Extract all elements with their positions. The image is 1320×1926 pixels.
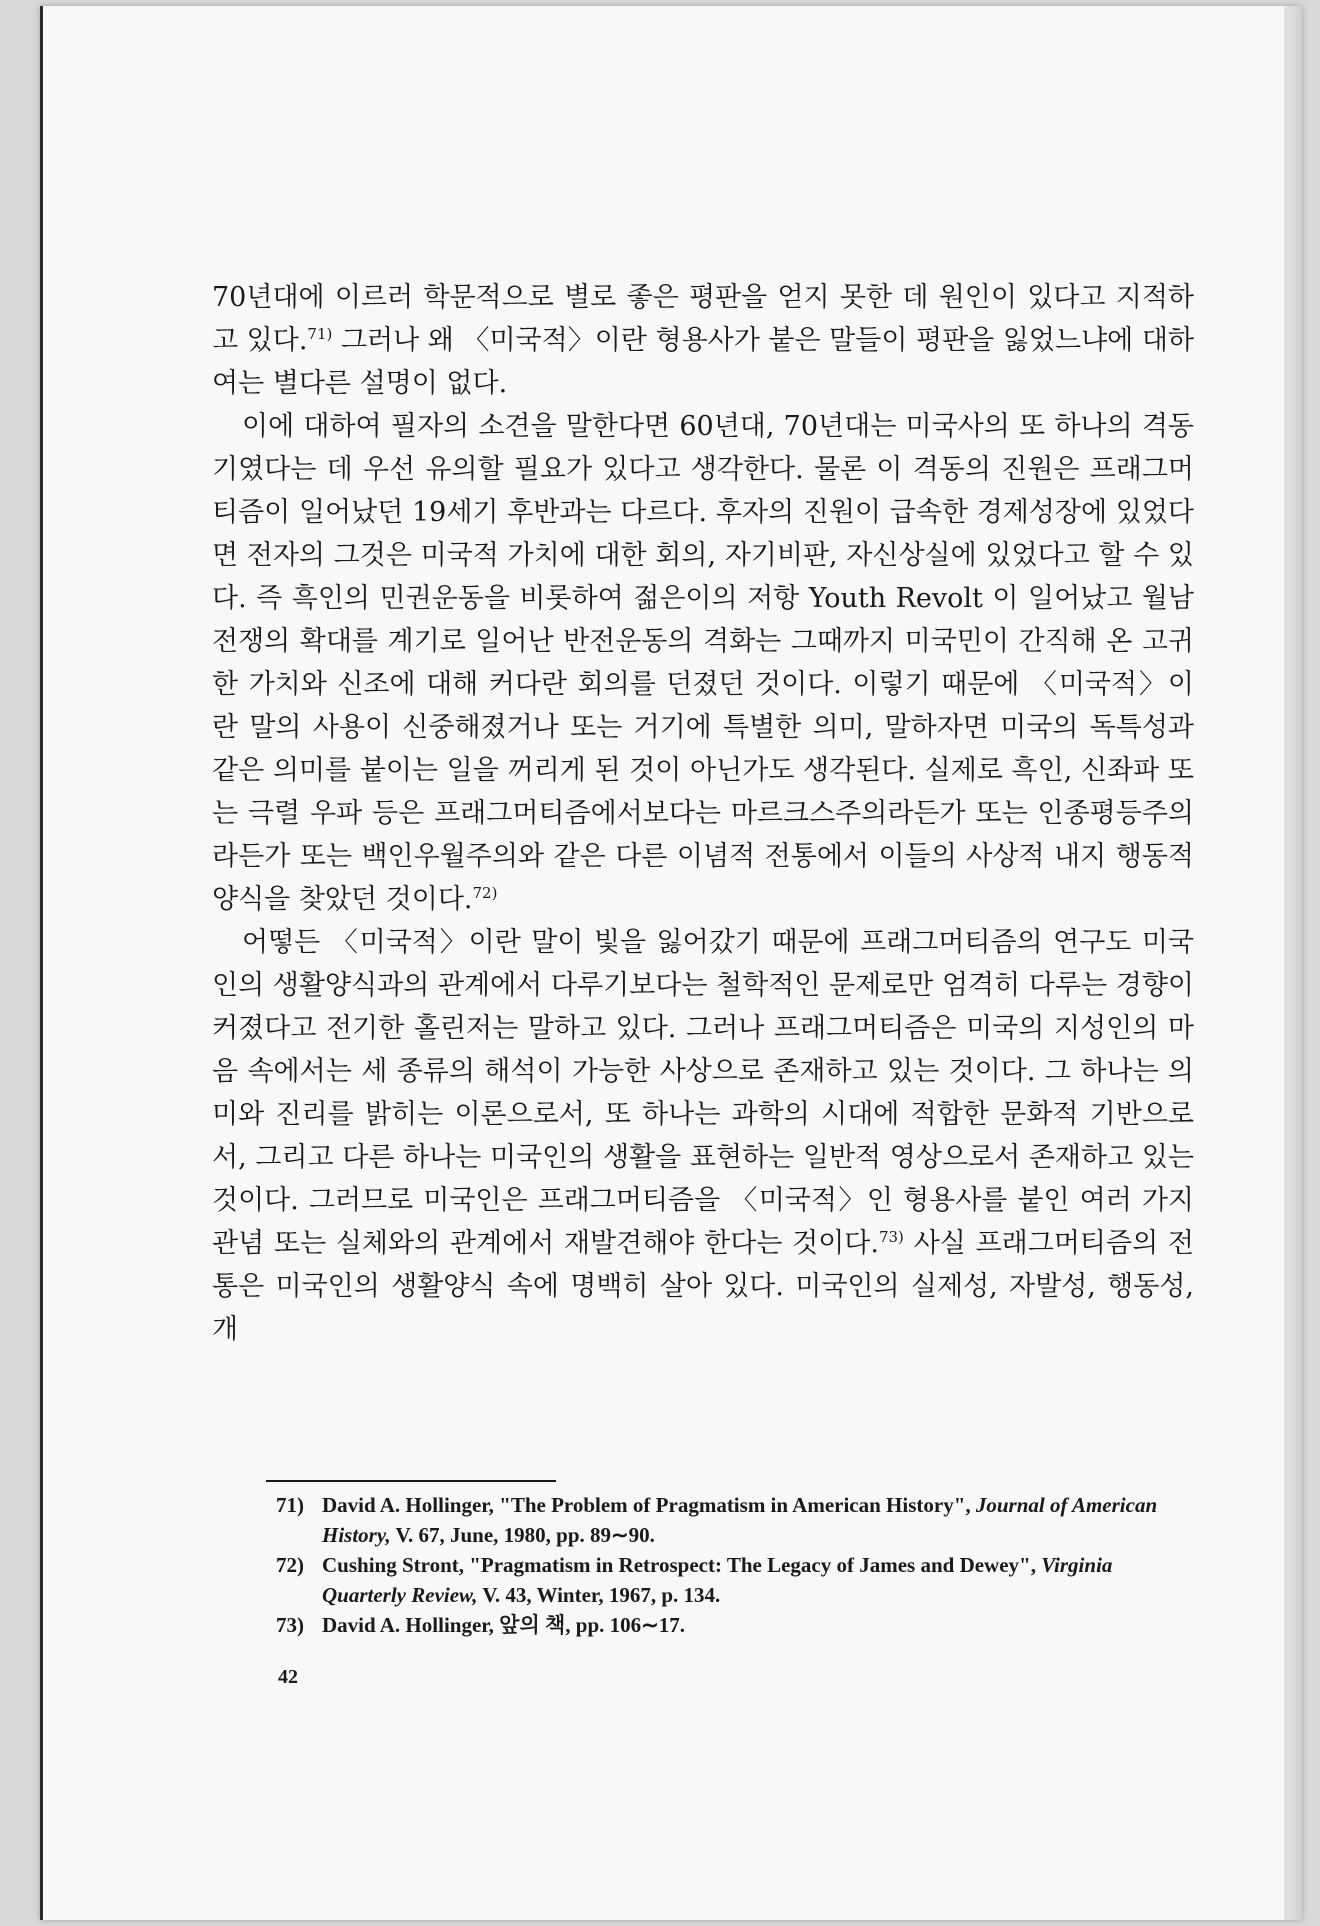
text-run: V. 67, June, 1980, pp. 89∼90. <box>390 1523 655 1547</box>
text-run: David A. Hollinger, "The Problem of Pragmatism in American History", <box>322 1493 976 1517</box>
paragraph <box>212 921 1194 1351</box>
text-run: V. 43, Winter, 1967, p. 134. <box>477 1583 721 1607</box>
footnote <box>276 1550 1198 1610</box>
text-run: 어떻든 〈미국적〉이란 말이 빛을 잃어갔기 때문에 프래그머티즘의 연구도 미국인의 생활양식과의 관계에서 다루기보다는 철학적인 문제로만 엄격히 다루는 경향이 커졌다고 전기한 홀린저는 말하고 있다. 그러나 프래그머티즘은 미국의 지성인의 마음 속에서는 세 종류의 해석이 가능한 사상으로 존재하고 있는 것이다. 그 하나는 의미와 진리를 밝히는 이론으로서, 또 하나는 과학의 시대에 적합한 문화적 기반으로서, 그리고 다른 하나는 미국인의 생활을 표현하는 일반적 영상으로서 존재하고 있는 것이다. 그러므로 미국인은 프래그머티즘을 〈미국적〉인 형용사를 붙인 여러 가지 관념 또는 실체와의 관계에서 재발견해야 한다는 것이다. <box>212 927 1194 1259</box>
text-run: 70년대에 이르러 학문적으로 별로 좋은 평판을 얻지 못한 데 원인이 있다고 지적하고 있다. <box>212 282 1194 356</box>
page-right-edge <box>1284 6 1302 1920</box>
footnote-reference: 73) <box>878 1228 904 1246</box>
footnote <box>276 1610 1198 1640</box>
text-run: 이에 대하여 필자의 소견을 말한다면 60년대, 70년대는 미국사의 또 하나의 격동기였다는 데 우선 유의할 필요가 있다고 생각한다. 물론 이 격동의 진원은 프래그머티즘이 일어났던 19세기 후반과는 다르다. 후자의 진원이 급속한 경제성장에 있었다면 전자의 그것은 미국적 가치에 대한 회의, 자기비판, 자신상실에 있었다고 할 수 있다. 즉 흑인의 민권운동을 비롯하여 젊은이의 저항 Youth Revolt 이 일어났고 월남전쟁의 확대를 계기로 일어난 반전운동의 격화는 그때까지 미국민이 간직해 온 고귀한 가치와 신조에 대해 커다란 회의를 던졌던 것이다. 이렇기 때문에 〈미국적〉이란 말의 사용이 신중해졌거나 또는 거기에 특별한 의미, 말하자면 미국의 독특성과 같은 의미를 붙이는 일을 꺼리게 된 것이 아닌가도 생각된다. 실제로 흑인, 신좌파 또는 극렬 우파 등은 프래그머티즘에서보다는 마르크스주의라든가 또는 인종평등주의라든가 또는 백인우월주의와 같은 다른 이념적 전통에서 이들의 사상적 내지 행동적 양식을 찾았던 것이다. <box>212 411 1194 915</box>
text-run: 사실 프래그머티즘의 전통은 미국인의 생활양식 속에 명백히 살아 있다. 미국인의 실제성, 자발성, 행동성, 개 <box>212 1228 1194 1345</box>
page-number: 42 <box>278 1666 298 1688</box>
footnotes <box>276 1490 1198 1640</box>
document-page <box>40 6 1302 1920</box>
body-text <box>212 276 1194 1351</box>
footnote-number: 71) <box>276 1493 304 1517</box>
footnote <box>276 1490 1198 1550</box>
footnote-number: 73) <box>276 1613 304 1637</box>
footnote-reference: 72) <box>472 884 498 902</box>
footnote-number: 72) <box>276 1553 304 1577</box>
page-left-edge <box>40 6 43 1920</box>
footnote-divider <box>266 1480 556 1482</box>
text-run: 그러나 왜 〈미국적〉이란 형용사가 붙은 말들이 평판을 잃었느냐에 대하여는 별다른 설명이 없다. <box>212 325 1194 399</box>
journal-title: Virginia Quarterly Review, <box>322 1553 1113 1607</box>
text-run: Cushing Stront, "Pragmatism in Retrospect: The Legacy of James and Dewey", <box>322 1553 1042 1577</box>
footnote-reference: 71) <box>307 325 333 343</box>
text-run: David A. Hollinger, 앞의 책, pp. 106∼17. <box>322 1613 685 1637</box>
paragraph <box>212 276 1194 405</box>
paragraph <box>212 405 1194 921</box>
journal-title: Journal of American History, <box>322 1493 1158 1547</box>
